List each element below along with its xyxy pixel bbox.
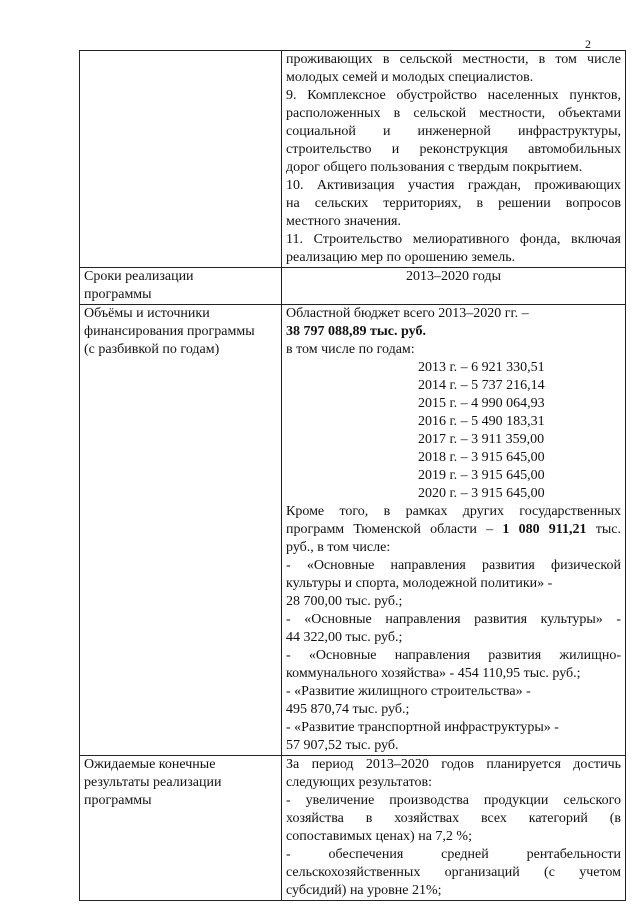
program-item-line: - «Развитие транспортной инфраструктуры» - <box>286 720 559 735</box>
goals-line: на сельских территориях, в решении вопросов <box>286 196 621 211</box>
results-label: программы <box>84 793 152 808</box>
other-programs-unit: тыс. <box>595 522 622 537</box>
funding-value-cell <box>282 305 626 756</box>
goals-line: строительство и реконструкция автомобильных <box>286 142 621 157</box>
year-amount: 2013 г. – 6 921 330,51 <box>418 360 545 375</box>
program-item-line: - «Основные направления развития жилищно- <box>286 648 621 663</box>
funding-label-cell <box>80 305 282 756</box>
year-amount: 2018 г. – 3 915 645,00 <box>418 450 545 465</box>
year-amount: 2019 г. – 3 915 645,00 <box>418 468 545 483</box>
program-passport-table <box>79 50 626 901</box>
results-value-cell <box>282 756 626 901</box>
results-line: - увеличение производства продукции сельского <box>286 793 621 808</box>
program-item-line: культуры и спорта, молодежной политики» - <box>286 576 553 591</box>
year-amount: 2016 г. – 5 490 183,31 <box>418 414 545 429</box>
goals-line: социальной и инженерной инфраструктуры, <box>286 124 621 139</box>
results-line: - обеспечения средней рентабельности <box>286 847 621 862</box>
regional-budget-total: 38 797 088,89 тыс. руб. <box>286 324 426 339</box>
other-programs-total: 1 080 911,21 <box>502 522 587 537</box>
results-label: Ожидаемые конечные <box>84 757 216 772</box>
funding-row <box>80 305 626 756</box>
goals-row <box>80 51 626 268</box>
program-item-line: - «Основные направления развития физической <box>286 558 621 573</box>
results-label-cell <box>80 756 282 901</box>
program-item-line: коммунального хозяйства» - 454 110,95 тыс. руб.; <box>286 666 581 681</box>
results-row <box>80 756 626 901</box>
program-item-line: 495 870,74 тыс. руб.; <box>286 702 410 717</box>
results-line: субсидий) на уровне 21%; <box>286 883 442 898</box>
goals-line: дорог общего пользования с твердым покрытием. <box>286 160 583 175</box>
program-item-line: - «Основные направления развития культуры» - <box>286 612 621 627</box>
terms-value: 2013–2020 годы <box>282 268 626 305</box>
funding-label: (с разбивкой по годам) <box>84 342 220 357</box>
goals-line: проживающих в сельской местности, в том числе <box>286 52 621 67</box>
terms-row <box>80 268 626 305</box>
regional-budget-line: Областной бюджет всего 2013–2020 гг. – <box>286 306 529 321</box>
program-item-line: - «Развитие жилищного строительства» - <box>286 684 531 699</box>
funding-label: финансирования программы <box>84 324 255 339</box>
page-number: 2 <box>585 37 591 51</box>
results-line: хозяйства в хозяйствах всех категорий (в <box>286 811 621 826</box>
goals-line: реализацию мер по орошению земель. <box>286 250 516 265</box>
goals-value-cell <box>282 51 626 268</box>
goals-line: 11. Строительство мелиоративного фонда, включая <box>286 232 621 247</box>
other-programs-line: Кроме того, в рамках других государственных <box>286 504 621 519</box>
results-line: сопоставимых ценах) на 7,2 %; <box>286 829 472 844</box>
goals-line: местного значения. <box>286 214 401 229</box>
year-amount: 2015 г. – 4 990 064,93 <box>418 396 545 411</box>
year-amount: 2020 г. – 3 915 645,00 <box>418 486 545 501</box>
goals-line: 9. Комплексное обустройство населенных пунктов, <box>286 88 621 103</box>
results-line: За период 2013–2020 годов планируется достичь <box>286 757 621 772</box>
results-line: сельскохозяйственных организаций (с учетом <box>286 865 621 880</box>
other-programs-line: руб., в том числе: <box>286 540 391 555</box>
goals-line: молодых семей и молодых специалистов. <box>286 70 534 85</box>
including-by-years: в том числе по годам: <box>286 342 415 357</box>
goals-label-cell <box>80 51 282 268</box>
results-label: результаты реализации <box>84 775 222 790</box>
year-amount: 2014 г. – 5 737 216,14 <box>418 378 545 393</box>
goals-line: расположенных в сельской местности, объектами <box>286 106 621 121</box>
program-item-line: 28 700,00 тыс. руб.; <box>286 594 403 609</box>
goals-line: 10. Активизация участия граждан, проживающих <box>286 178 621 193</box>
other-programs-line <box>286 521 621 539</box>
terms-label-cell <box>80 268 282 305</box>
funding-label: Объёмы и источники <box>84 306 210 321</box>
year-amount: 2017 г. – 3 911 359,00 <box>418 432 545 447</box>
results-line: следующих результатов: <box>286 775 433 790</box>
program-item-line: 57 907,52 тыс. руб. <box>286 738 399 753</box>
other-programs-text: программ Тюменской области – <box>286 522 494 537</box>
program-item-line: 44 322,00 тыс. руб.; <box>286 630 403 645</box>
terms-label: Сроки реализации <box>84 269 194 284</box>
terms-label: программы <box>84 287 152 302</box>
